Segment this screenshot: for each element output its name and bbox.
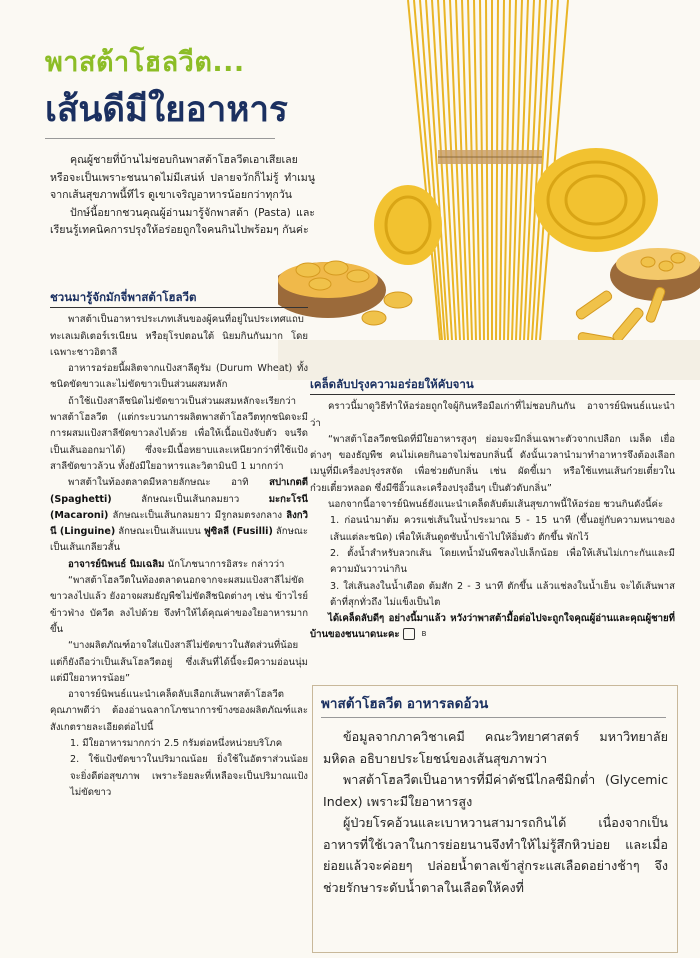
paragraph: ถ้าใช้แป้งสาลีชนิดไม่ขัดขาวเป็นส่วนผสมหลักจะเรียกว่า พาสต้าโฮลวีต (แต่กระบวนการผลิตพาสต้าโฮลวีตทุกชนิดจะมีการผสมแป้งสาลีขัดขาวลงไปด้วย เพื่อให้เนื้อแป้งจับตัว จนรีดเป็นเส้นออกมาได้) ซึ่งจะมีเนื้อหยาบและเหนียวกว่าที่ใช้แป้งสาลีขัดขาวล้วน ทั้งยังมีใยอาหารและวิตามินบี 1 มากกว่า	[50, 395, 308, 472]
paragraph-text: พาสต้าในท้องตลาดมีหลายลักษณะ อาทิ	[68, 477, 249, 489]
list-item: 2. ตั้งน้ำสำหรับลวกเส้น โดยเทน้ำมันพืชลงไปเล็กน้อย เพื่อให้เส้นไม่เกาะกันและมีความมันวาวน่ากิน	[330, 547, 675, 576]
right-column	[310, 376, 675, 644]
pasta-desc: ลักษณะเป็นเส้นกลมยาว มีรูกลมตรงกลาง	[112, 509, 283, 521]
paragraph: พาสต้าเป็นอาหารประเภทเส้นของผู้คนที่อยู่ในประเทศแถบทะเลเมดิเตอร์เรเนียน หรือยุโรปตอนใต้ นิยมกินกันมาก โดยเฉพาะชาวอิตาลี	[50, 314, 308, 358]
box-paragraph: ผู้ป่วยโรคอ้วนและเบาหวานสามารถกินได้ เนื่องจากเป็นอาหารที่ใช้เวลาในการย่อยนานจึงทำให้ไม่รู้สึกหิวบ่อย และเมื่อย่อยแล้วจะค่อยๆ ปล่อยน้ำตาลเข้าสู่กระแสเลือดอย่างช้าๆ จึงช่วยรักษาระดับน้ำตาลในเลือดให้คงที่	[323, 815, 668, 895]
pasta-type-linguine: ลิงกวินี (Linguine)	[50, 509, 308, 538]
pasta-illustration	[278, 0, 700, 380]
end-mark-icon: B	[403, 628, 415, 640]
section-heading-pasta: ชวนมารู้จักมักจี่พาสต้าโฮลวีต	[50, 289, 308, 308]
quote-paragraph: “บางผลิตภัณฑ์อาจใส่แป้งสาลีไม่ขัดขาวในสัดส่วนที่น้อย แต่ก็ยังถือว่าเป็นเส้นโฮลวีตอยู่ ซึ่งเส้นที่ได้นี้จะมีความอ่อนนุ่ม แต่มีใยอาหารน้อย”	[50, 640, 308, 684]
closing-text: ได้เคล็ดลับดีๆ อย่างนี้มาแล้ว หวังว่าพาสต้ามื้อต่อไปจะถูกใจคุณผู้อ่านและคุณผู้ชายที่บ้านของชนนาดนะคะ	[310, 613, 675, 641]
paragraph	[50, 557, 308, 573]
page-title-line2: เส้นดีมีใยอาหาร	[45, 90, 288, 130]
quote-paragraph: “พาสต้าโฮลวีตในท้องตลาดนอกจากจะผสมแป้งสาลีไม่ขัดขาวลงไปแล้ว ยังอาจผสมธัญพืชไม่ขัดสีชนิดต่างๆ เช่น ข้าวไรย์ ข้าวฟ่าง บัควีต ลงไปด้วย จึงทำให้ได้คุณค่าของใยอาหารมากขึ้น	[50, 575, 308, 635]
box-paragraph: ข้อมูลจากภาควิชาเคมี คณะวิทยาศาสตร์ มหาวิทยาลัยมหิดล อธิบายประโยชน์ของเส้นสุขภาพว่า	[323, 729, 668, 766]
pasta-type-macaroni: มะกะโรนี (Macaroni)	[50, 493, 308, 521]
pasta-desc: ลักษณะเป็นเส้นแบน	[118, 526, 201, 538]
box-body	[323, 726, 668, 898]
intro-paragraph: คุณผู้ชายที่บ้านไม่ชอบกินพาสต้าโฮลวีตเอาเสียเลย หรือจะเป็นเพราะชนนาดไม่มีเสน่ห์ ปลายจวักก็ไม่รู้ ทำเมนูจากเส้นสุขภาพนี้ทีไร ดูเขาเจริญอาหารน้อยกว่าทุกวัน	[50, 154, 315, 201]
list-item: 1. ก่อนนำมาต้ม ควรแช่เส้นในน้ำประมาณ 5 - 15 นาที (ขึ้นอยู่กับความหนาของเส้นแต่ละชนิด) เพื่อให้เส้นดูดซับน้ำเข้าไปให้อิ่มตัว ตักขึ้น พักไว้	[330, 515, 675, 543]
paragraph: คราวนี้มาดูวิธีทำให้อร่อยถูกใจผู้กินหรือมือเก่าที่ไม่ชอบกินกัน อาจารย์นิพนธ์แนะนำว่า	[310, 401, 675, 429]
pasta-desc: ลักษณะเป็นเส้นกลมยาว	[141, 493, 240, 505]
expert-name: อาจารย์นิพนธ์ นิมเฉลิม	[68, 558, 165, 570]
sidebar-box	[312, 685, 678, 953]
list-item: 1. มีใยอาหารมากกว่า 2.5 กรัมต่อหนึ่งหน่วยบริโภค	[70, 738, 283, 750]
closing-paragraph	[310, 611, 675, 644]
paragraph: นอกจากนี้อาจารย์นิพนธ์ยังแนะนำเคล็ดลับต้มเส้นสุขภาพนี้ให้อร่อย ชวนกินดังนี้ค่ะ	[328, 499, 664, 511]
list-item: 3. ใส่เส้นลงในน้ำเดือด ต้มสัก 2 - 3 นาที ตักขึ้น แล้วแช่ลงในน้ำเย็น จะได้เส้นพาสต้าที่สุกทั่วถึง ไม่แข็งเป็นไต	[330, 580, 675, 608]
title-divider	[45, 138, 275, 139]
expert-desc: นักโภชนาการอิสระ กล่าวว่า	[167, 558, 285, 570]
page-title-line1: พาสต้าโฮลวีต...	[45, 47, 245, 78]
paragraph: อาหารอร่อยนี้ผลิตจากแป้งสาลีดูรัม (Durum Wheat) ทั้งชนิดขัดขาวและไม่ขัดขาวเป็นส่วนผสมหลัก	[50, 363, 308, 391]
left-column	[50, 289, 308, 801]
pasta-desc: ลักษณะเป็นเส้นเกลียวสั้น	[50, 526, 308, 554]
box-paragraph: พาสต้าโฮลวีตเป็นอาหารที่มีค่าดัชนีไกลซีมิกต่ำ (Glycemic Index) เพราะมีใยอาหารสูง	[323, 772, 668, 809]
box-heading: พาสต้าโฮลวีต อาหารลดอ้วน	[321, 692, 666, 718]
paragraph	[50, 475, 308, 556]
intro-text	[50, 152, 315, 240]
intro-paragraph: ปักษ์นี้อยากชวนคุณผู้อ่านมารู้จักพาสต้า (Pasta) และเรียนรู้เทคนิคการปรุงให้อร่อยถูกใจคนกินไปพร้อมๆ กันค่ะ	[50, 206, 315, 236]
quote-paragraph: “พาสต้าโฮลวีตชนิดที่มีใยอาหารสูงๆ ย่อมจะมีกลิ่นเฉพาะตัวจากเปลือก เมล็ด เยื่อต่างๆ ของธัญพืช คนไม่เคยกินอาจไม่ชอบกลิ่นนี้ ดังนั้นเวลานำมาทำอาหารจึงต้องเลือกเมนูที่มีเครื่องปรุงรสจัด เพื่อช่วยดับกลิ่น เช่น ผัดขี้เมา หรือใช้แทนเส้นก๋วยเตี๋ยวในก๋วยเตี๋ยวหลอด ซึ่งมีซีอิ๊วและเครื่องปรุงอื่นๆ เป็นตัวดับกลิ่น”	[310, 433, 675, 494]
paragraph: อาจารย์นิพนธ์แนะนำเคล็ดลับเลือกเส้นพาสต้าโฮลวีตคุณภาพดีว่า ต้องอ่านฉลากโภชนาการข้างซองผลิตภัณฑ์และสังเกตรายละเอียดต่อไปนี้	[50, 689, 308, 733]
pasta-type-spaghetti: สปาเกตตี (Spaghetti)	[50, 477, 308, 505]
list-item: 2. ใช้แป้งขัดขาวในปริมาณน้อย ยิ่งใช้ในอัตราส่วนน้อย จะยิ่งดีต่อสุขภาพ เพราะร้อยละที่เหลือจะเป็นปริมาณแป้งไม่ขัดขาว	[70, 754, 308, 798]
section-heading-tips: เคล็ดลับปรุงความอร่อยให้คับจาน	[310, 376, 675, 395]
pasta-type-fusilli: ฟูซิลลี (Fusilli)	[203, 526, 273, 538]
